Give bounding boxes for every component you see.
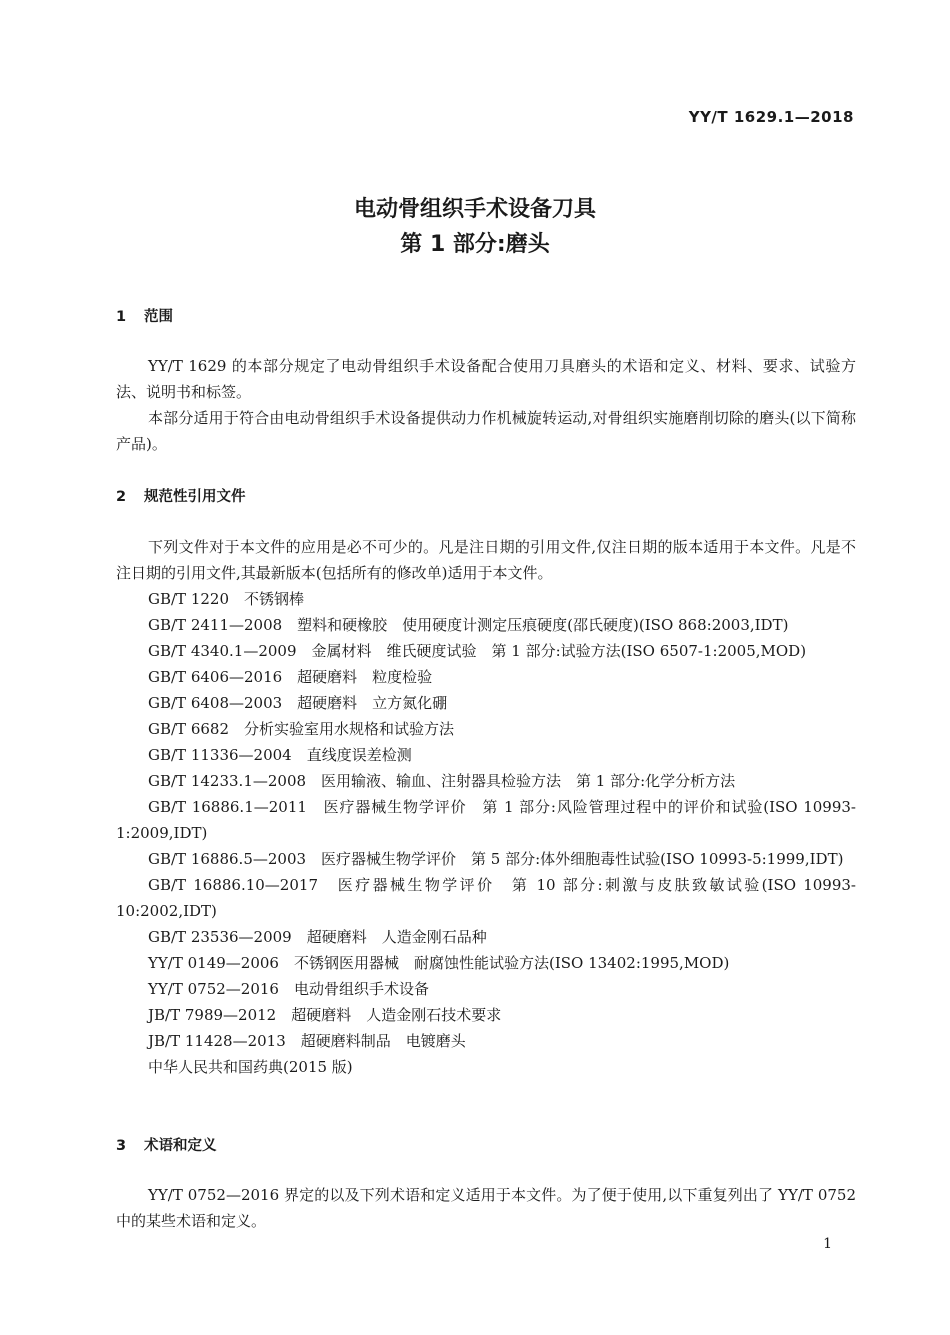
section-3-paragraph-1: YY/T 0752—2016 界定的以及下列术语和定义适用于本文件。为了便于使用,以下重复列出了 YY/T 0752 中的某些术语和定义。 [116, 1186, 856, 1230]
reference-item: GB/T 16886.10—2017 医疗器械生物学评价 第 10 部分:刺激与皮肤致敏试验(ISO 10993-10:2002,IDT) [116, 876, 856, 920]
section-3-heading [116, 1134, 217, 1155]
reference-item: GB/T 1220 不锈钢棒 [148, 590, 305, 608]
normative-references-list [116, 586, 856, 1080]
section-number: 1 [116, 309, 127, 325]
reference-item: GB/T 16886.5—2003 医疗器械生物学评价 第 5 部分:体外细胞毒性试验(ISO 10993-5:1999,IDT) [148, 850, 844, 868]
reference-item: YY/T 0752—2016 电动骨组织手术设备 [148, 980, 429, 998]
reference-item: 中华人民共和国药典(2015 版) [148, 1058, 353, 1076]
standard-number: YY/T 1629.1—2018 [688, 108, 854, 126]
section-title: 规范性引用文件 [144, 489, 246, 505]
reference-item: GB/T 23536—2009 超硬磨料 人造金刚石品种 [148, 928, 487, 946]
section-2-paragraph-1: 下列文件对于本文件的应用是必不可少的。凡是注日期的引用文件,仅注日期的版本适用于本文件。凡是不注日期的引用文件,其最新版本(包括所有的修改单)适用于本文件。 [116, 538, 856, 582]
reference-item: GB/T 16886.1—2011 医疗器械生物学评价 第 1 部分:风险管理过程中的评价和试验(ISO 10993-1:2009,IDT) [116, 798, 856, 842]
section-2-heading [116, 485, 246, 506]
reference-item: GB/T 4340.1—2009 金属材料 维氏硬度试验 第 1 部分:试验方法(ISO 6507-1:2005,MOD) [148, 642, 807, 660]
reference-item: GB/T 6408—2003 超硬磨料 立方氮化硼 [148, 694, 448, 712]
reference-item: YY/T 0149—2006 不锈钢医用器械 耐腐蚀性能试验方法(ISO 13402:1995,MOD) [148, 954, 730, 972]
document-title: 电动骨组织手术设备刀具 [353, 197, 596, 222]
section-title: 术语和定义 [144, 1138, 217, 1154]
section-1-heading [116, 305, 173, 326]
reference-item: GB/T 6682 分析实验室用水规格和试验方法 [148, 720, 455, 738]
reference-item: JB/T 11428—2013 超硬磨料制品 电镀磨头 [148, 1032, 466, 1050]
reference-item: GB/T 11336—2004 直线度误差检测 [148, 746, 412, 764]
section-1-paragraph-1: YY/T 1629 的本部分规定了电动骨组织手术设备配合使用刀具磨头的术语和定义、材料、要求、试验方法、说明书和标签。 [116, 357, 856, 401]
section-number: 3 [116, 1138, 127, 1154]
reference-item: JB/T 7989—2012 超硬磨料 人造金刚石技术要求 [148, 1006, 502, 1024]
section-title: 范围 [144, 309, 173, 325]
section-1-paragraph-2: 本部分适用于符合由电动骨组织手术设备提供动力作机械旋转运动,对骨组织实施磨削切除的磨头(以下简称产品)。 [116, 409, 856, 453]
page-number: 1 [823, 1236, 832, 1252]
reference-item: GB/T 14233.1—2008 医用输液、输血、注射器具检验方法 第 1 部分:化学分析方法 [148, 772, 736, 790]
reference-item: GB/T 6406—2016 超硬磨料 粒度检验 [148, 668, 433, 686]
document-subtitle: 第 1 部分:磨头 [400, 232, 550, 257]
reference-item: GB/T 2411—2008 塑料和硬橡胶 使用硬度计测定压痕硬度(邵氏硬度)(ISO 868:2003,IDT) [148, 616, 789, 634]
section-number: 2 [116, 489, 127, 505]
